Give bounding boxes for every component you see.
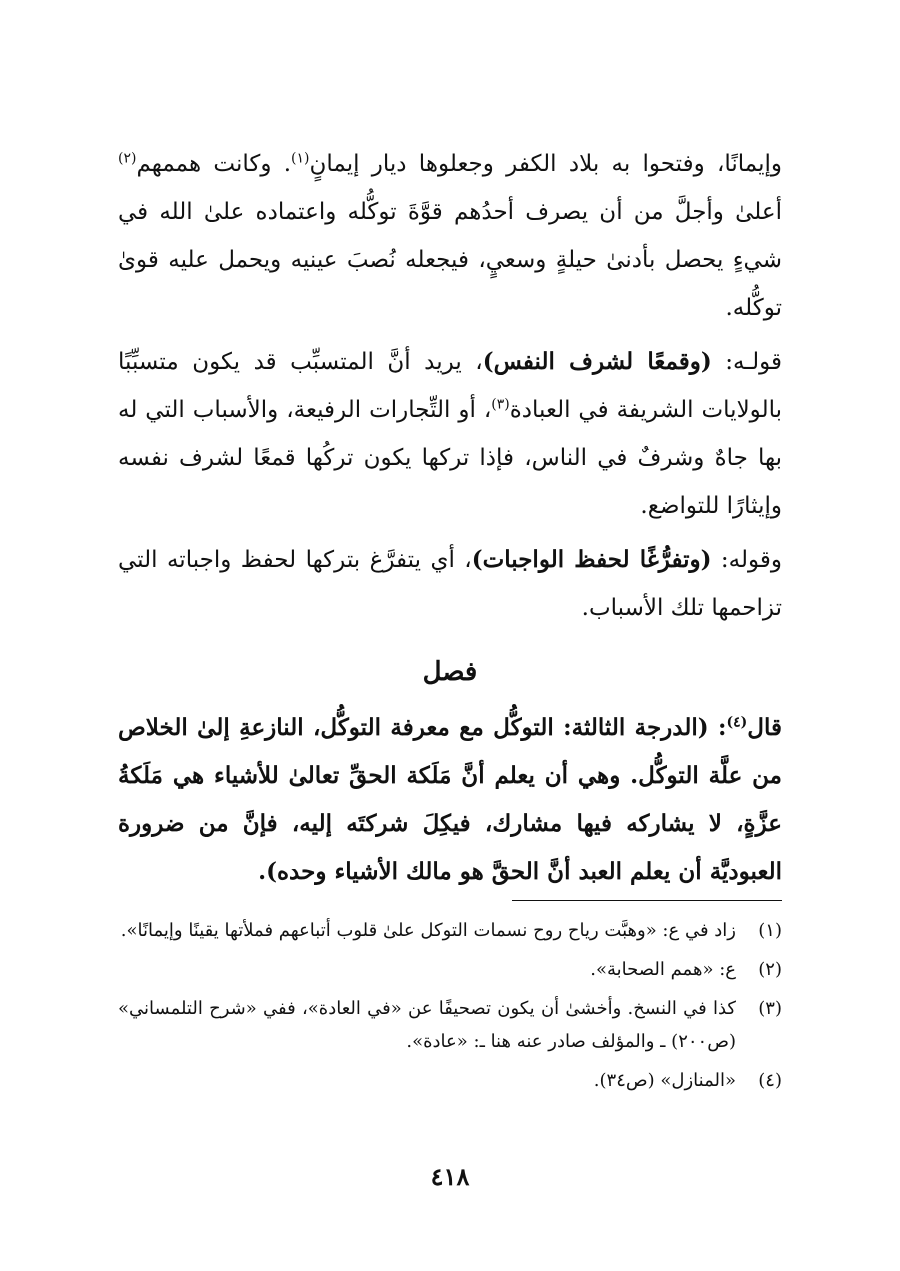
paragraph-2 [118, 338, 782, 530]
footnote-text: «المنازل» (ص٣٤). [593, 1070, 736, 1091]
footnote-text: زاد في ع: «وهبَّت رياح روح نسمات التوكل علىٰ قلوب أتباعهم فملأتها يقينًا وإيمانًا». [120, 920, 736, 941]
text-run: ، أو التِّجارات الرفيعة، والأسباب التي له بها جاهٌ وشرفٌ في الناس، فإذا تركها يكون تركُها قمعًا لشرف نفسه وإيثارًا للتواضع. [118, 397, 782, 519]
text-run: ، يريد أنَّ المتسبِّب قد يكون متسبِّبًا بالولايات الشريفة في العبادة [118, 349, 782, 423]
section-heading: فصل [422, 657, 478, 687]
footnote-1 [118, 914, 782, 947]
footnote-marker-1[interactable]: (١) [291, 150, 310, 167]
text-run: وإيمانًا، وفتحوا به بلاد الكفر وجعلوها ديار إيمانٍ [309, 151, 782, 177]
footnotes [118, 914, 782, 1103]
footnote-2 [118, 953, 782, 986]
footnote-number: (١) [758, 920, 782, 941]
text-run: : (الدرجة الثالثة: التوكُّل مع معرفة التوكُّل، النازعةِ إلىٰ الخلاص من علَّة التوكُّل. وهي أن يعلم أنَّ مَلَكة الحقِّ تعالىٰ للأشياء هي مَلَكةُ عزَّةٍ، لا يشاركه فيها مشارك، فيكِلَ شركتَه إليه، فإنَّ من ضرورة العبوديَّة أن يعلم العبد أنَّ الحقَّ هو مالك الأشياء وحده). [118, 714, 782, 885]
quoted-phrase: (وقمعًا لشرف النفس) [482, 348, 712, 375]
paragraph-4 [118, 704, 782, 896]
footnote-marker-3[interactable]: (٣) [491, 396, 510, 413]
footnote-divider [512, 900, 782, 901]
footnote-marker-4[interactable]: (٤) [726, 714, 748, 731]
page-body [118, 140, 782, 902]
footnote-marker-2[interactable]: (٢) [118, 150, 137, 167]
text-run: أعلىٰ وأجلَّ من أن يصرف أحدُهم قوَّةَ توكُّله واعتماده علىٰ الله في شيءٍ يحصل بأدنىٰ حيلةٍ وسعيٍ، فيجعله نُصبَ عينيه ويحمل عليه قوىٰ توكُّله. [118, 199, 782, 321]
footnote-text: ع: «همم الصحابة». [590, 959, 736, 980]
text-run: . وكانت هممهم [136, 151, 292, 177]
footnote-number: (٣) [758, 998, 782, 1019]
footnote-number: (٢) [758, 959, 782, 980]
footnote-4 [118, 1064, 782, 1097]
paragraph-3 [118, 536, 782, 632]
footnote-text: كذا في النسخ. وأخشىٰ أن يكون تصحيفًا عن «في العادة»، ففي «شرح التلمساني» (ص٢٠٠) ـ والمؤلف صادر عنه هنا ـ: «عادة». [118, 998, 736, 1052]
quoted-phrase: (وتفرُّغًا لحفظ الواجبات) [471, 546, 712, 573]
footnote-number: (٤) [758, 1070, 782, 1091]
paragraph-1 [118, 140, 782, 332]
text-run: ، أي يتفرَّغ بتركها لحفظ واجباته التي تزاحمها تلك الأسباب. [118, 547, 782, 621]
text-run: قال [747, 714, 782, 741]
page-number: ٤١٨ [430, 1162, 470, 1191]
text-run: قولـه: [711, 349, 782, 375]
footnote-3 [118, 992, 782, 1058]
text-run: وقوله: [711, 547, 783, 573]
